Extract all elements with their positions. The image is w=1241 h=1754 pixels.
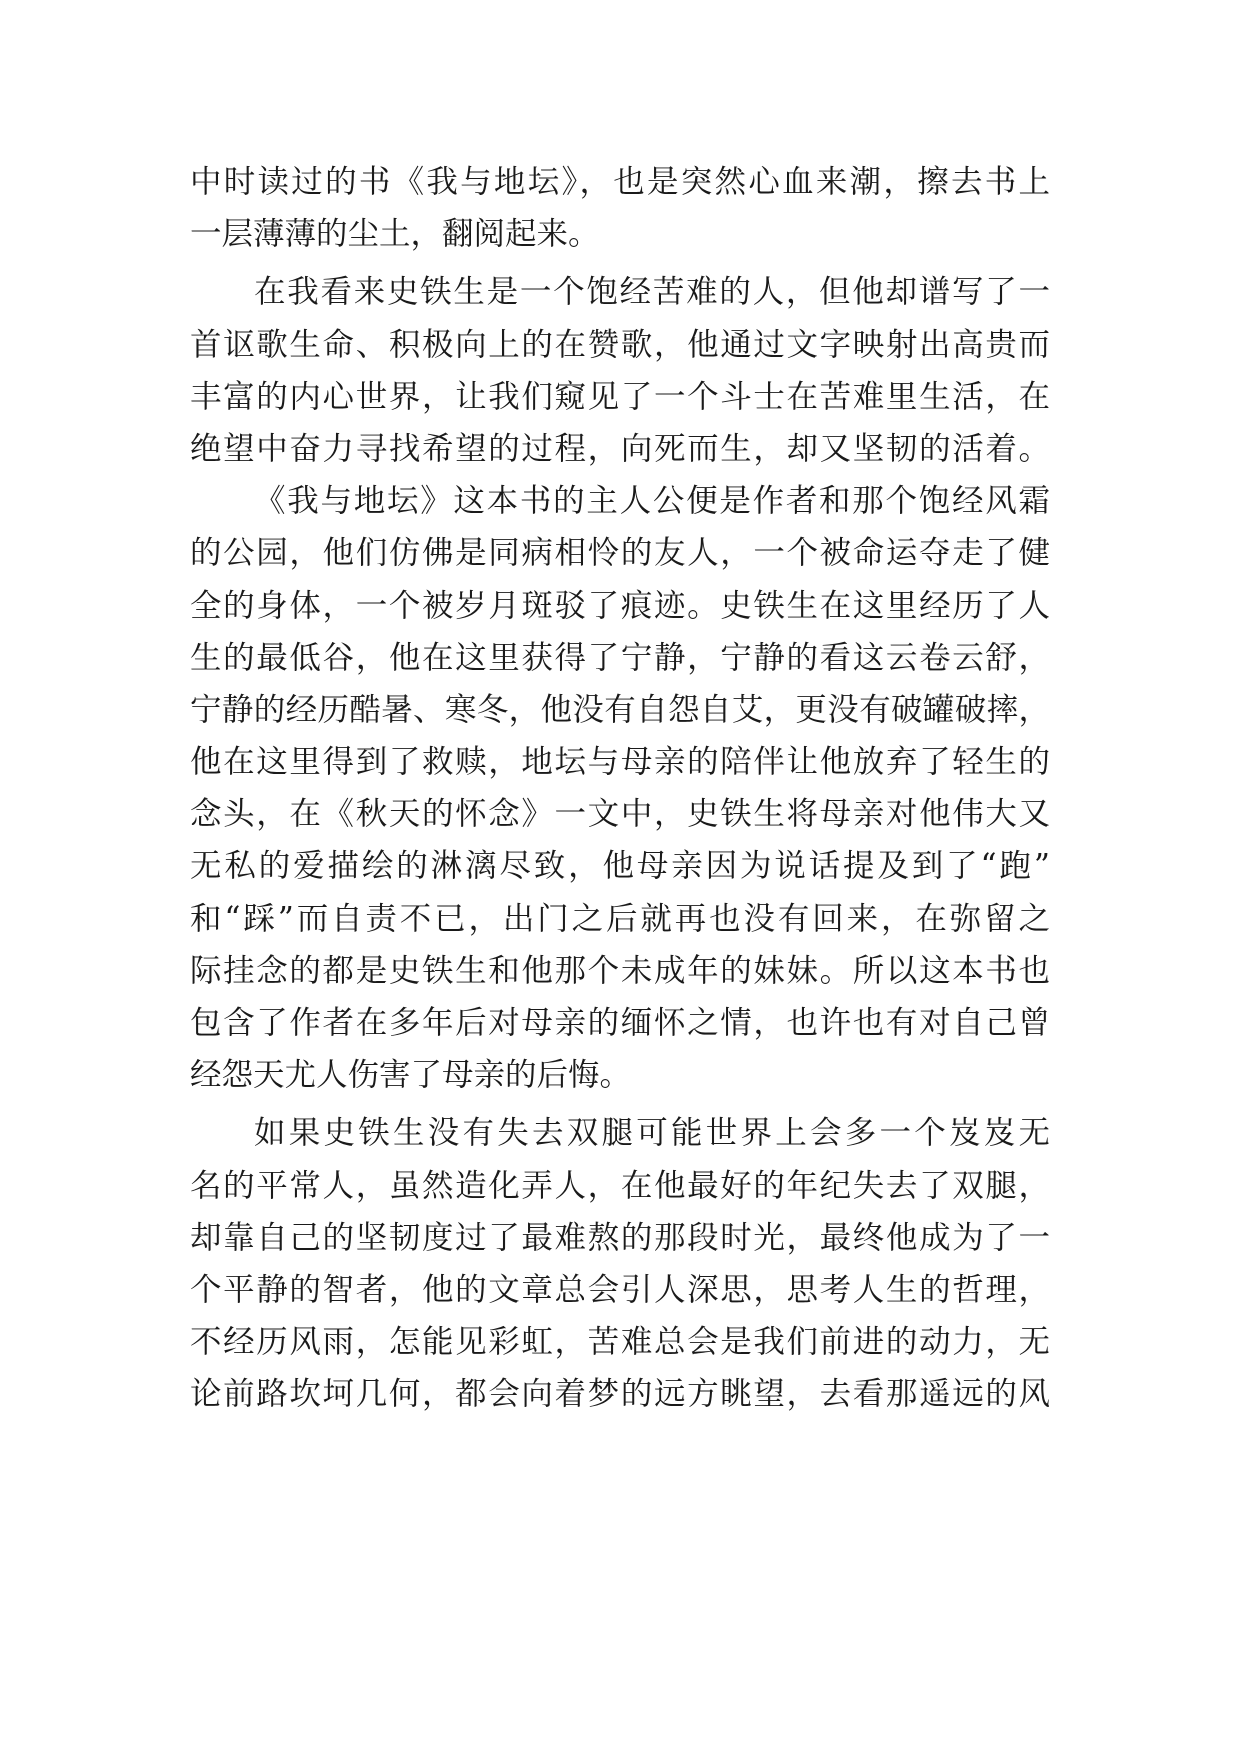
text-line: 宁静的经历酷暑、寒冬，他没有自怨自艾，更没有破罐破摔， (190, 691, 1050, 728)
text-line: 一层薄薄的尘土，翻阅起来。 (190, 216, 600, 253)
text-line: 《我与地坛》这本书的主人公便是作者和那个饱经风霜 (254, 483, 1050, 520)
paragraph-3 (190, 475, 1050, 1101)
text-line: 和“踩”而自责不已，出门之后就再也没有回来，在弥留之 (190, 900, 1050, 937)
text-line: 生的最低谷，他在这里获得了宁静，宁静的看这云卷云舒， (190, 639, 1050, 676)
text-line: 绝望中奋力寻找希望的过程，向死而生，却又坚韧的活着。 (190, 430, 1050, 467)
text-line: 首讴歌生命、积极向上的在赞歌，他通过文字映射出高贵而 (190, 326, 1050, 363)
text-line: 的公园，他们仿佛是同病相怜的友人，一个被命运夺走了健 (190, 535, 1050, 572)
text-line: 不经历风雨，怎能见彩虹，苦难总会是我们前进的动力，无 (190, 1324, 1050, 1361)
text-line: 个平静的智者，他的文章总会引人深思，思考人生的哲理， (190, 1271, 1050, 1308)
paragraph-1 (190, 156, 1050, 260)
paragraph-2 (190, 266, 1050, 475)
text-line: 中时读过的书《我与地坛》，也是突然心血来潮，擦去书上 (190, 164, 1050, 200)
text-line: 经怨天尤人伤害了母亲的后悔。 (190, 1057, 632, 1094)
text-line: 论前路坎坷几何，都会向着梦的远方眺望，去看那遥远的风 (190, 1376, 1050, 1413)
text-line: 包含了作者在多年后对母亲的缅怀之情，也许也有对自己曾 (190, 1005, 1050, 1041)
text-line: 他在这里得到了救赎，地坛与母亲的陪伴让他放弃了轻生的 (190, 744, 1050, 781)
text-line: 全的身体，一个被岁月斑驳了痕迹。史铁生在这里经历了人 (190, 587, 1050, 624)
text-line: 际挂念的都是史铁生和他那个未成年的妹妹。所以这本书也 (190, 952, 1050, 989)
text-line: 在我看来史铁生是一个饱经苦难的人，但他却谱写了一 (254, 274, 1050, 311)
text-line: 如果史铁生没有失去双腿可能世界上会多一个岌岌无 (254, 1115, 1050, 1152)
text-line: 念头，在《秋天的怀念》一文中，史铁生将母亲对他伟大又 (190, 796, 1050, 833)
text-line: 丰富的内心世界，让我们窥见了一个斗士在苦难里生活，在 (190, 378, 1050, 415)
body-text (190, 156, 1050, 1421)
text-line: 却靠自己的坚韧度过了最难熬的那段时光，最终他成为了一 (190, 1219, 1050, 1256)
paragraph-4 (190, 1107, 1050, 1420)
text-line: 名的平常人，虽然造化弄人，在他最好的年纪失去了双腿， (190, 1167, 1050, 1204)
text-line: 无私的爱描绘的淋漓尽致，他母亲因为说话提及到了“跑” (190, 848, 1050, 885)
